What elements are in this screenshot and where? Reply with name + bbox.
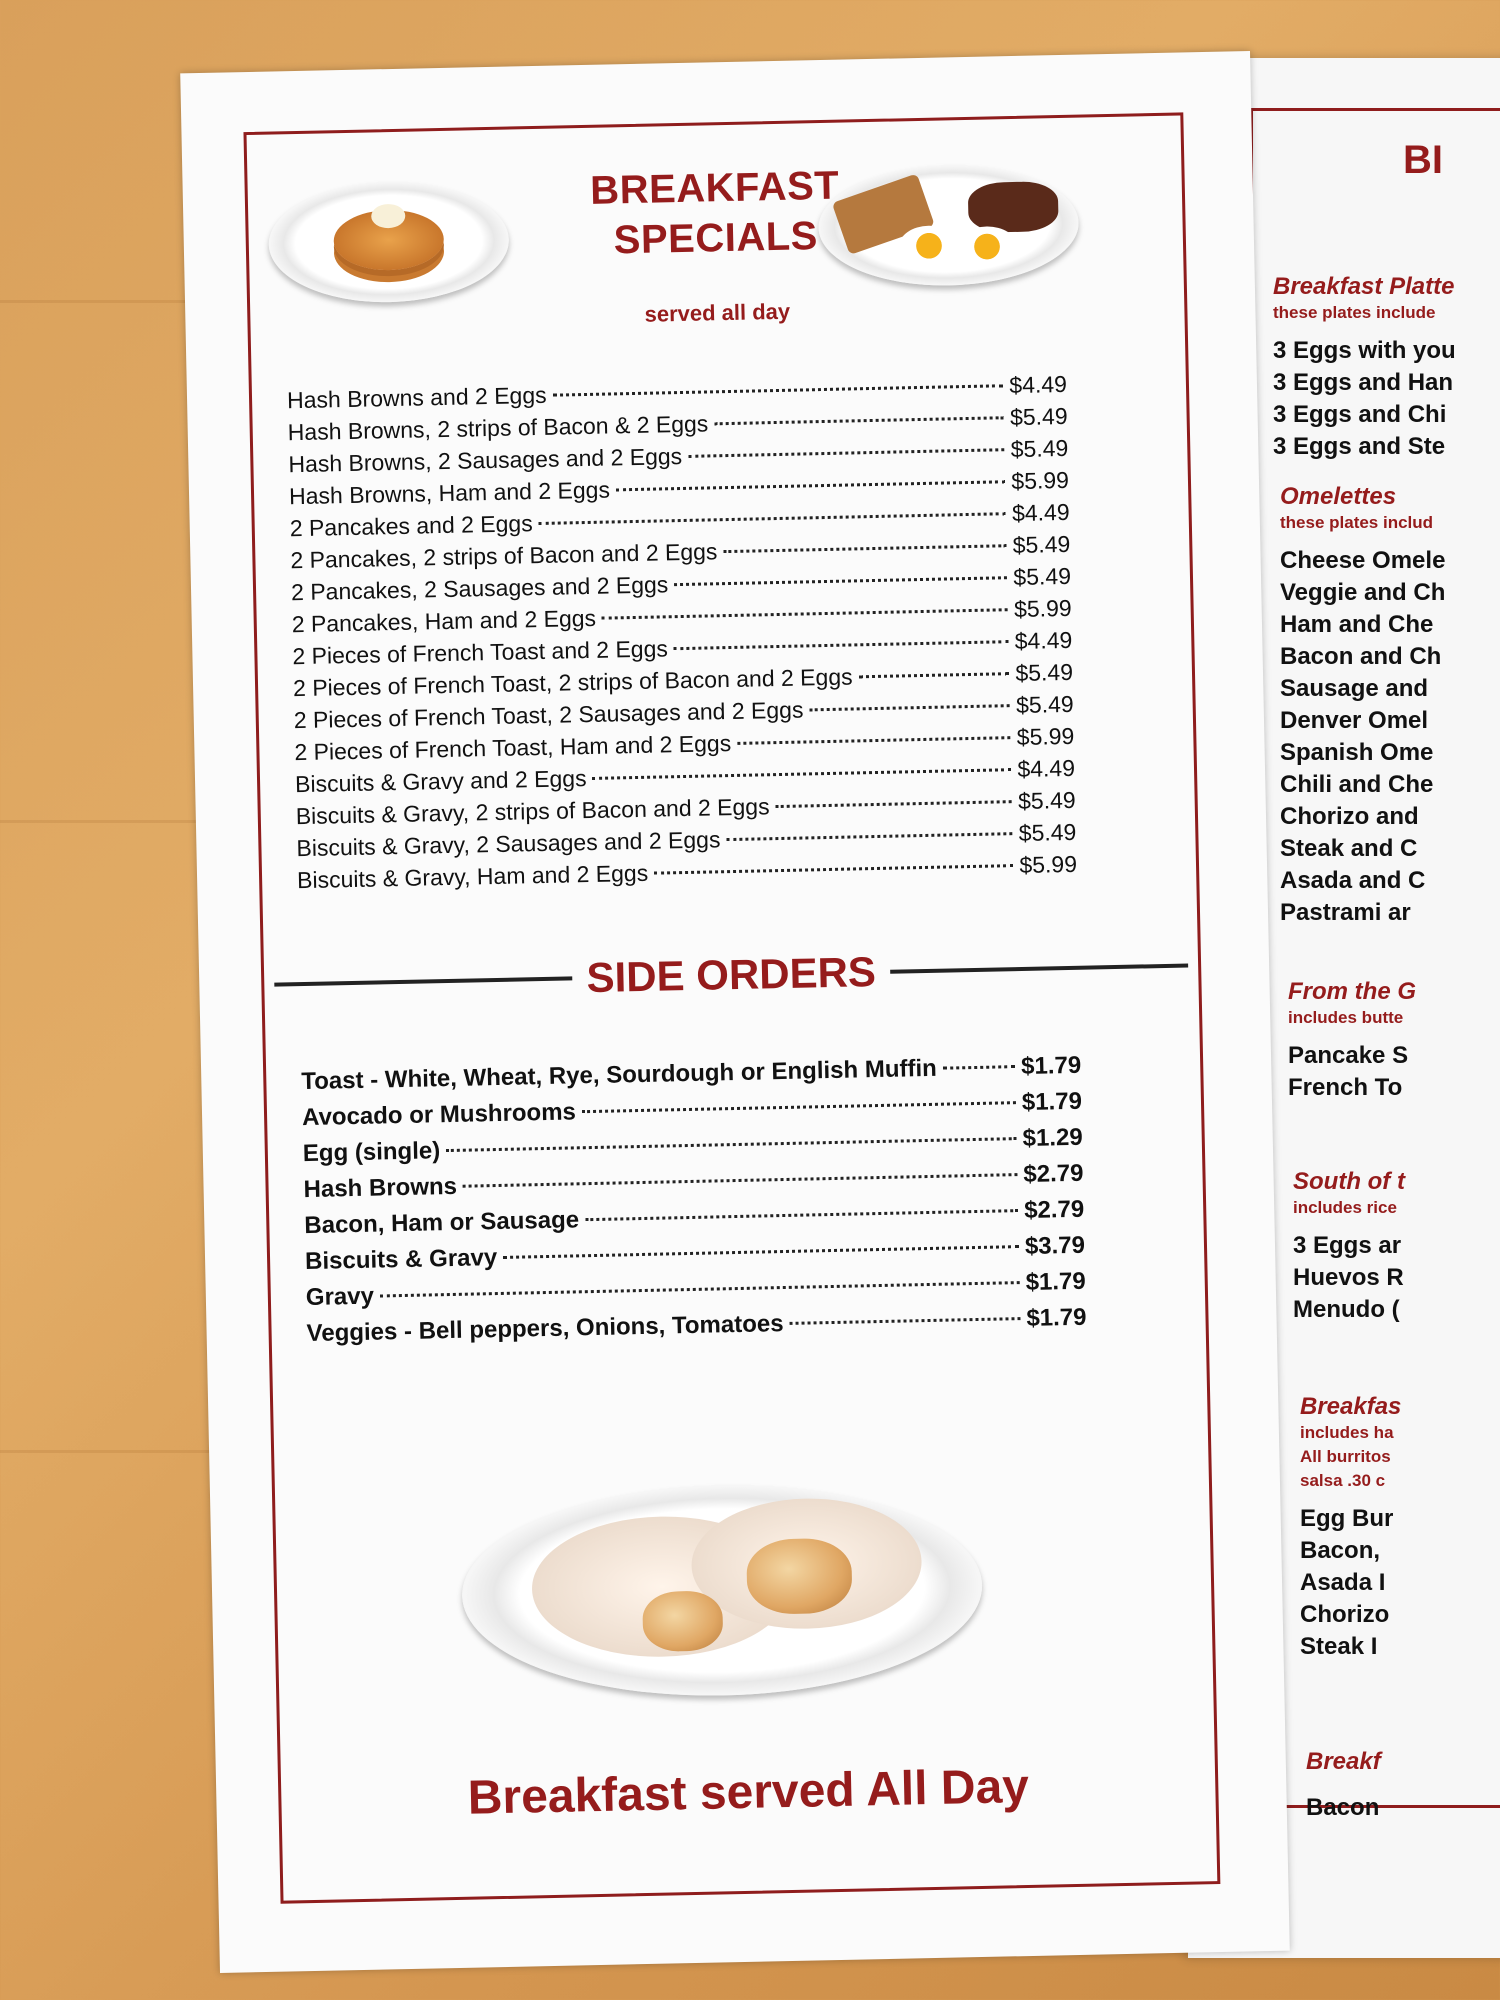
dot-leader	[463, 1173, 1018, 1188]
menu-item: Steak and C	[1280, 835, 1418, 862]
served-all-day-subtitle: served all day	[644, 298, 791, 327]
item-name: 2 Pancakes, 2 Sausages and 2 Eggs	[290, 571, 669, 606]
dot-leader	[616, 480, 1006, 491]
item-name: 2 Pieces of French Toast, Ham and 2 Eggs	[294, 730, 732, 766]
section-note: these plates include	[1273, 303, 1436, 322]
item-price: $4.49	[1017, 754, 1076, 783]
section-heading: Breakfas	[1300, 1393, 1402, 1420]
dot-leader	[674, 640, 1009, 650]
section-heading: South of t	[1293, 1168, 1405, 1195]
footer-tagline: Breakfast served All Day	[467, 1760, 1030, 1825]
hash-brown	[968, 181, 1059, 233]
item-name: Hash Browns, 2 Sausages and 2 Eggs	[288, 442, 683, 478]
item-name: Toast - White, Wheat, Rye, Sourdough or English Muffin	[301, 1054, 938, 1096]
menu-item: 3 Eggs and Han	[1273, 369, 1454, 396]
item-name: Veggies - Bell peppers, Onions, Tomatoes	[306, 1310, 784, 1348]
fried-egg	[957, 226, 1018, 267]
section-south-of-the-border	[1293, 1168, 1405, 1326]
item-price: $2.79	[1023, 1159, 1084, 1188]
section-heading: Omelettes	[1280, 483, 1397, 510]
item-price: $5.99	[1019, 850, 1078, 879]
section-note: these plates includ	[1280, 513, 1434, 532]
menu-item: Egg Bur	[1300, 1505, 1394, 1532]
item-name: Hash Browns and 2 Eggs	[286, 381, 547, 414]
section-breakfast-platters	[1273, 273, 1456, 463]
item-price: $5.99	[1013, 594, 1072, 623]
item-name: Hash Browns, Ham and 2 Eggs	[288, 476, 611, 510]
section-note: includes rice	[1293, 1198, 1397, 1217]
item-price: $1.79	[1025, 1267, 1086, 1296]
menu-item: Denver Omel	[1280, 707, 1429, 734]
item-name: 2 Pieces of French Toast, 2 Sausages and 2 Eggs	[293, 696, 804, 734]
section-breakfast-sandwiches	[1306, 1748, 1381, 1824]
biscuit	[746, 1538, 853, 1615]
item-name: Biscuits & Gravy, 2 strips of Bacon and 2 Eggs	[295, 793, 770, 830]
dot-leader	[790, 1317, 1021, 1325]
menu-item: Cheese Omele	[1280, 547, 1446, 574]
item-price: $5.49	[1012, 530, 1071, 559]
item-price: $5.49	[1009, 402, 1068, 431]
dot-leader	[943, 1065, 1015, 1070]
menu-item: Huevos R	[1293, 1264, 1404, 1291]
side-orders-list	[301, 1048, 1087, 1352]
right-panel-title: BI	[1403, 138, 1443, 182]
dot-leader	[446, 1137, 1017, 1152]
item-price: $5.49	[1015, 690, 1074, 719]
section-heading: Breakfast Platte	[1273, 273, 1455, 300]
section-heading: From the G	[1288, 978, 1417, 1005]
item-price: $1.79	[1026, 1303, 1087, 1332]
item-price: $5.99	[1011, 466, 1070, 495]
menu-item: 3 Eggs and Chi	[1273, 401, 1447, 428]
dot-leader	[776, 800, 1013, 808]
menu-item: 3 Eggs with you	[1273, 337, 1456, 364]
menu-item: Spanish Ome	[1280, 739, 1434, 766]
dot-leader	[809, 704, 1010, 711]
item-name: Biscuits & Gravy, Ham and 2 Eggs	[296, 859, 649, 894]
menu-item: Ham and Che	[1280, 611, 1434, 638]
item-name: Gravy	[305, 1282, 375, 1312]
menu-item: Chili and Che	[1280, 771, 1434, 798]
menu-item: Menudo (	[1293, 1296, 1400, 1323]
item-price: $5.49	[1017, 786, 1076, 815]
section-breakfast-burritos	[1300, 1393, 1401, 1663]
item-price: $1.79	[1021, 1087, 1083, 1117]
item-price: $5.49	[1018, 818, 1077, 847]
item-name: 2 Pancakes, 2 strips of Bacon and 2 Eggs	[290, 538, 718, 574]
item-name: Hash Browns, 2 strips of Bacon & 2 Eggs	[287, 410, 709, 446]
menu-item: Sausage and	[1280, 675, 1429, 702]
menu-item: Veggie and Ch	[1280, 579, 1446, 606]
dot-leader	[585, 1209, 1018, 1221]
item-name: 2 Pancakes, Ham and 2 Eggs	[291, 604, 597, 638]
item-price: $4.49	[1011, 498, 1070, 527]
dot-leader	[688, 448, 1005, 458]
menu-item: Chorizo	[1300, 1601, 1390, 1628]
divider-line	[890, 964, 1188, 974]
dot-leader	[737, 736, 1011, 745]
item-name: Avocado or Mushrooms	[301, 1098, 577, 1132]
breakfast-specials-list	[287, 368, 1078, 896]
menu-item: Chorizo and	[1280, 803, 1419, 830]
menu-item: French To	[1288, 1074, 1403, 1101]
page-title: BREAKFAST SPECIALS	[589, 163, 840, 263]
section-note: includes ha All burritos salsa .30 c	[1300, 1423, 1394, 1490]
section-omelettes	[1280, 483, 1445, 929]
menu-item: Bacon and Ch	[1280, 643, 1442, 670]
item-price: $3.79	[1024, 1231, 1086, 1260]
item-price: $1.29	[1022, 1123, 1083, 1153]
panel-border	[243, 112, 1220, 1903]
divider-line	[274, 976, 572, 986]
fried-egg	[899, 225, 960, 266]
menu-left-panel	[180, 51, 1290, 1973]
dot-leader	[714, 416, 1004, 425]
dot-leader	[593, 768, 1012, 780]
menu-item: Asada I	[1300, 1569, 1386, 1596]
item-price: $1.79	[1020, 1051, 1082, 1081]
biscuits-gravy-plate-image	[460, 1480, 984, 1701]
dot-leader	[553, 384, 1004, 396]
dot-leader	[503, 1245, 1019, 1259]
section-heading: Breakf	[1306, 1748, 1381, 1775]
dot-leader	[723, 544, 1006, 553]
item-price: $2.79	[1023, 1195, 1085, 1224]
menu-item: Bacon,	[1300, 1537, 1381, 1564]
section-from-the-griddle	[1288, 978, 1416, 1104]
item-name: 2 Pieces of French Toast and 2 Eggs	[292, 635, 669, 670]
item-name: Biscuits & Gravy	[304, 1244, 498, 1276]
item-name: Egg (single)	[302, 1137, 441, 1168]
item-price: $5.49	[1013, 562, 1072, 591]
biscuit	[642, 1590, 723, 1652]
menu-item: 3 Eggs ar	[1293, 1232, 1402, 1259]
dot-leader	[539, 512, 1006, 525]
item-price: $5.99	[1016, 722, 1075, 751]
item-name: Biscuits & Gravy, 2 Sausages and 2 Eggs	[296, 826, 721, 862]
item-price: $4.49	[1009, 370, 1068, 399]
dot-leader	[726, 832, 1012, 841]
menu-item: Bacon	[1306, 1794, 1380, 1821]
item-name: 2 Pancakes and 2 Eggs	[289, 510, 533, 542]
item-name: Biscuits & Gravy and 2 Eggs	[294, 765, 587, 798]
item-price: $5.49	[1015, 658, 1074, 687]
item-name: 2 Pieces of French Toast, 2 strips of Bacon and 2 Eggs	[292, 663, 853, 702]
dot-leader	[582, 1101, 1016, 1113]
side-orders-header	[274, 936, 1189, 1015]
dot-leader	[859, 672, 1010, 678]
item-price: $4.49	[1014, 626, 1073, 655]
menu-item: Pastrami ar	[1280, 899, 1411, 926]
dot-leader	[380, 1281, 1020, 1297]
menu-item: Pancake S	[1288, 1042, 1409, 1069]
section-note: includes butte	[1288, 1008, 1404, 1027]
item-name: Hash Browns	[303, 1172, 458, 1204]
side-orders-title: SIDE ORDERS	[586, 948, 877, 1002]
dot-leader	[602, 608, 1008, 620]
item-name: Bacon, Ham or Sausage	[304, 1206, 580, 1240]
dot-leader	[674, 576, 1007, 586]
dot-leader	[654, 864, 1013, 875]
item-price: $5.49	[1010, 434, 1069, 463]
menu-item: Asada and C	[1280, 867, 1426, 894]
menu-item: 3 Eggs and Ste	[1273, 433, 1446, 460]
menu-item: Steak I	[1300, 1633, 1378, 1660]
